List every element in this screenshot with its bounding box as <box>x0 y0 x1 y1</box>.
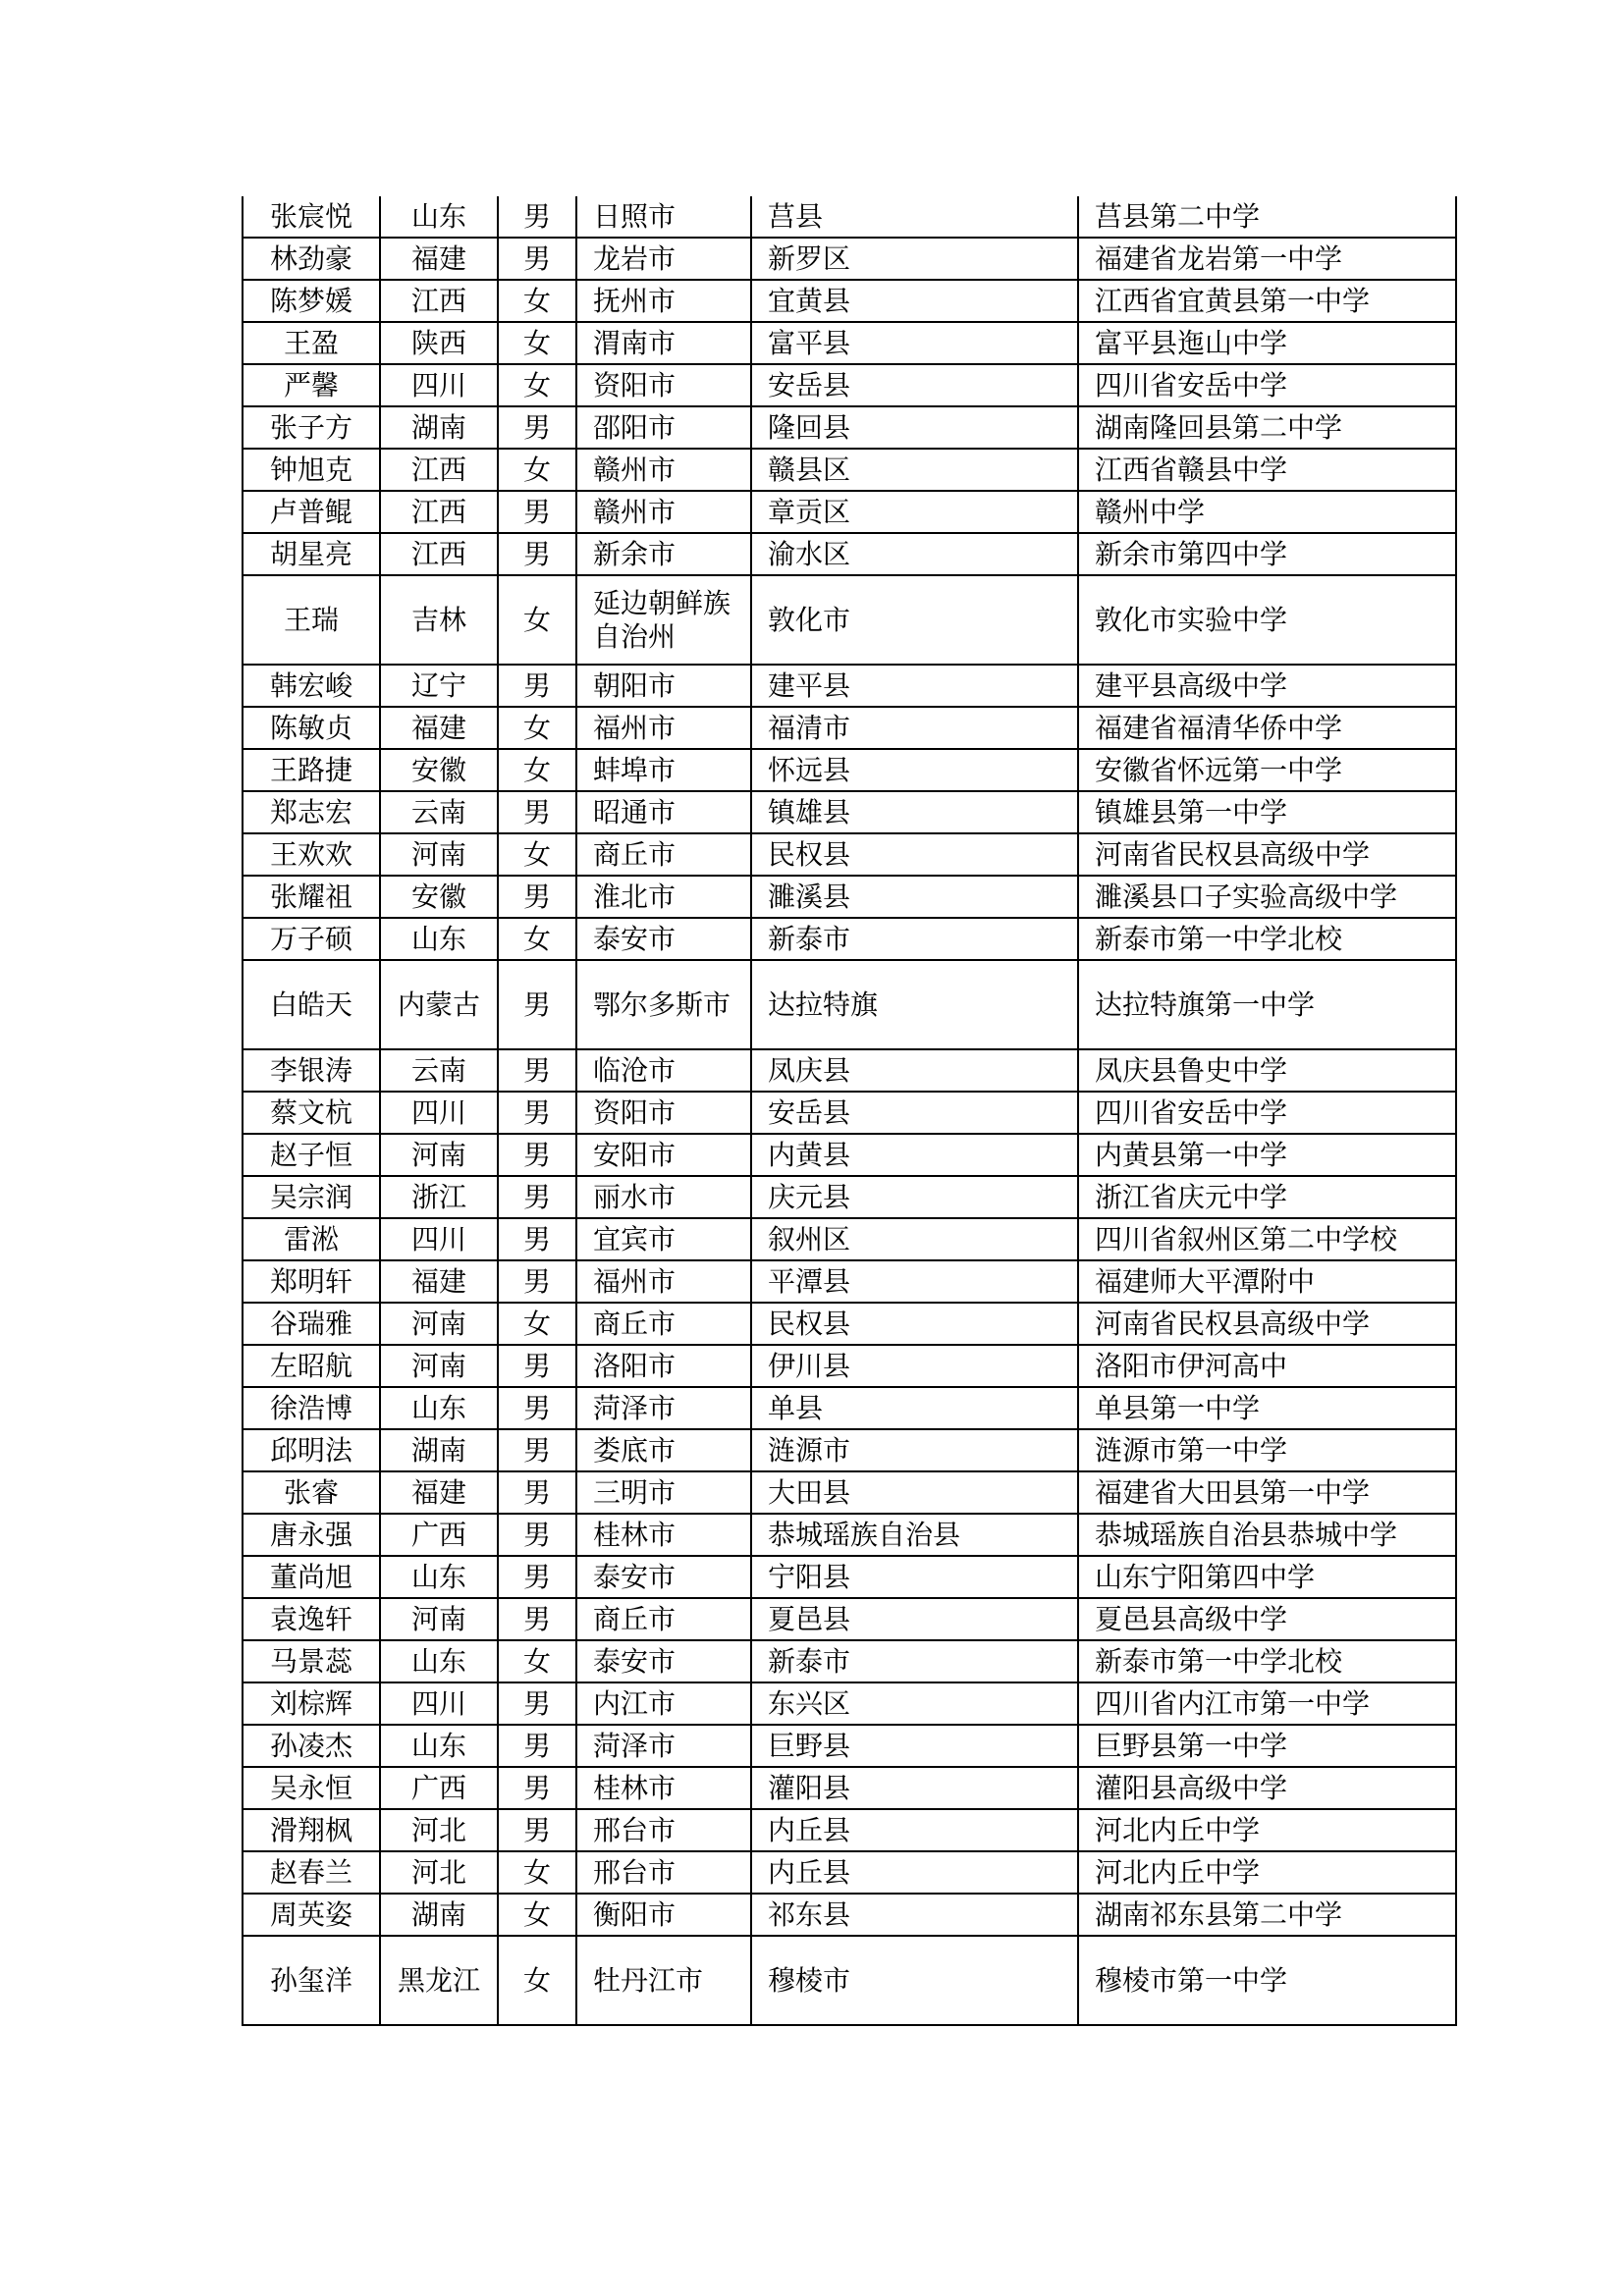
cell-gender: 男 <box>498 1556 576 1598</box>
cell-province: 福建 <box>380 238 498 280</box>
cell-county: 新罗区 <box>751 238 1078 280</box>
cell-gender: 女 <box>498 1640 576 1682</box>
cell-name: 马景蕊 <box>243 1640 380 1682</box>
cell-city: 洛阳市 <box>576 1345 751 1387</box>
cell-gender: 男 <box>498 1176 576 1218</box>
cell-province: 四川 <box>380 1682 498 1725</box>
cell-city: 资阳市 <box>576 364 751 406</box>
cell-name: 徐浩博 <box>243 1387 380 1429</box>
cell-city: 桂林市 <box>576 1514 751 1556</box>
cell-province: 河南 <box>380 1134 498 1176</box>
table-row <box>243 1851 1456 1894</box>
cell-name: 张耀祖 <box>243 876 380 918</box>
cell-gender: 女 <box>498 322 576 364</box>
table-row <box>243 1809 1456 1851</box>
cell-school: 福建省龙岩第一中学 <box>1078 238 1456 280</box>
cell-school: 单县第一中学 <box>1078 1387 1456 1429</box>
cell-province: 辽宁 <box>380 665 498 707</box>
cell-school: 灌阳县高级中学 <box>1078 1767 1456 1809</box>
table-row <box>243 1303 1456 1345</box>
cell-county: 濉溪县 <box>751 876 1078 918</box>
cell-county: 穆棱市 <box>751 1936 1078 2025</box>
cell-gender: 男 <box>498 665 576 707</box>
table-row <box>243 1049 1456 1092</box>
cell-school: 达拉特旗第一中学 <box>1078 960 1456 1049</box>
cell-city: 邵阳市 <box>576 406 751 449</box>
cell-name: 蔡文杭 <box>243 1092 380 1134</box>
cell-name: 赵子恒 <box>243 1134 380 1176</box>
table-row <box>243 876 1456 918</box>
cell-province: 山东 <box>380 1725 498 1767</box>
table-row <box>243 1218 1456 1260</box>
cell-province: 河南 <box>380 1345 498 1387</box>
cell-city: 宜宾市 <box>576 1218 751 1260</box>
cell-city: 邢台市 <box>576 1809 751 1851</box>
cell-name: 郑志宏 <box>243 791 380 833</box>
cell-name: 张睿 <box>243 1471 380 1514</box>
cell-city: 日照市 <box>576 196 751 238</box>
cell-name: 韩宏峻 <box>243 665 380 707</box>
cell-school: 涟源市第一中学 <box>1078 1429 1456 1471</box>
cell-gender: 男 <box>498 406 576 449</box>
cell-gender: 男 <box>498 196 576 238</box>
cell-school: 四川省安岳中学 <box>1078 1092 1456 1134</box>
cell-school: 富平县迤山中学 <box>1078 322 1456 364</box>
cell-gender: 男 <box>498 1809 576 1851</box>
cell-name: 万子硕 <box>243 918 380 960</box>
cell-county: 涟源市 <box>751 1429 1078 1471</box>
cell-city: 邢台市 <box>576 1851 751 1894</box>
cell-city: 娄底市 <box>576 1429 751 1471</box>
table-row <box>243 1936 1456 2025</box>
cell-province: 安徽 <box>380 749 498 791</box>
cell-province: 吉林 <box>380 575 498 665</box>
cell-gender: 女 <box>498 707 576 749</box>
cell-gender: 男 <box>498 1218 576 1260</box>
cell-gender: 男 <box>498 1429 576 1471</box>
cell-gender: 男 <box>498 1260 576 1303</box>
cell-county: 单县 <box>751 1387 1078 1429</box>
cell-school: 江西省赣县中学 <box>1078 449 1456 491</box>
cell-county: 内黄县 <box>751 1134 1078 1176</box>
table-row <box>243 707 1456 749</box>
cell-province: 黑龙江 <box>380 1936 498 2025</box>
cell-county: 宁阳县 <box>751 1556 1078 1598</box>
table-row <box>243 238 1456 280</box>
cell-gender: 女 <box>498 364 576 406</box>
cell-school: 穆棱市第一中学 <box>1078 1936 1456 2025</box>
cell-county: 敦化市 <box>751 575 1078 665</box>
cell-name: 白皓天 <box>243 960 380 1049</box>
cell-name: 邱明法 <box>243 1429 380 1471</box>
cell-school: 新泰市第一中学北校 <box>1078 1640 1456 1682</box>
cell-name: 孙凌杰 <box>243 1725 380 1767</box>
cell-school: 恭城瑶族自治县恭城中学 <box>1078 1514 1456 1556</box>
cell-county: 宜黄县 <box>751 280 1078 322</box>
cell-county: 福清市 <box>751 707 1078 749</box>
cell-school: 湖南隆回县第二中学 <box>1078 406 1456 449</box>
table-row <box>243 1260 1456 1303</box>
cell-school: 山东宁阳第四中学 <box>1078 1556 1456 1598</box>
cell-city: 渭南市 <box>576 322 751 364</box>
cell-city: 福州市 <box>576 1260 751 1303</box>
cell-city: 安阳市 <box>576 1134 751 1176</box>
cell-gender: 女 <box>498 1894 576 1936</box>
cell-name: 王路捷 <box>243 749 380 791</box>
cell-school: 湖南祁东县第二中学 <box>1078 1894 1456 1936</box>
cell-province: 山东 <box>380 1387 498 1429</box>
cell-province: 河北 <box>380 1809 498 1851</box>
cell-county: 东兴区 <box>751 1682 1078 1725</box>
cell-school: 安徽省怀远第一中学 <box>1078 749 1456 791</box>
cell-gender: 女 <box>498 1303 576 1345</box>
cell-name: 卢普鲲 <box>243 491 380 533</box>
cell-province: 福建 <box>380 1471 498 1514</box>
cell-city: 泰安市 <box>576 1640 751 1682</box>
cell-city: 蚌埠市 <box>576 749 751 791</box>
cell-province: 江西 <box>380 449 498 491</box>
cell-city: 昭通市 <box>576 791 751 833</box>
cell-gender: 男 <box>498 1725 576 1767</box>
cell-province: 广西 <box>380 1767 498 1809</box>
cell-province: 河南 <box>380 1598 498 1640</box>
cell-gender: 女 <box>498 1851 576 1894</box>
table-row <box>243 1429 1456 1471</box>
cell-city: 菏泽市 <box>576 1725 751 1767</box>
cell-school: 河南省民权县高级中学 <box>1078 1303 1456 1345</box>
cell-gender: 男 <box>498 1514 576 1556</box>
cell-province: 福建 <box>380 1260 498 1303</box>
cell-name: 林劲豪 <box>243 238 380 280</box>
cell-gender: 女 <box>498 449 576 491</box>
cell-county: 祁东县 <box>751 1894 1078 1936</box>
table-row <box>243 1894 1456 1936</box>
cell-city: 龙岩市 <box>576 238 751 280</box>
table-row <box>243 749 1456 791</box>
cell-school: 镇雄县第一中学 <box>1078 791 1456 833</box>
cell-city: 丽水市 <box>576 1176 751 1218</box>
cell-school: 四川省内江市第一中学 <box>1078 1682 1456 1725</box>
cell-city: 资阳市 <box>576 1092 751 1134</box>
cell-school: 新泰市第一中学北校 <box>1078 918 1456 960</box>
student-roster-table <box>242 196 1457 2026</box>
table-row <box>243 406 1456 449</box>
cell-county: 灌阳县 <box>751 1767 1078 1809</box>
cell-name: 赵春兰 <box>243 1851 380 1894</box>
cell-county: 内丘县 <box>751 1809 1078 1851</box>
cell-city: 商丘市 <box>576 1598 751 1640</box>
table-row <box>243 1767 1456 1809</box>
cell-school: 夏邑县高级中学 <box>1078 1598 1456 1640</box>
cell-name: 胡星亮 <box>243 533 380 575</box>
table-row <box>243 364 1456 406</box>
cell-name: 唐永强 <box>243 1514 380 1556</box>
table-row <box>243 1725 1456 1767</box>
cell-city: 朝阳市 <box>576 665 751 707</box>
cell-school: 福建省福清华侨中学 <box>1078 707 1456 749</box>
cell-gender: 男 <box>498 1092 576 1134</box>
cell-county: 安岳县 <box>751 1092 1078 1134</box>
cell-city: 商丘市 <box>576 833 751 876</box>
cell-province: 浙江 <box>380 1176 498 1218</box>
cell-city: 内江市 <box>576 1682 751 1725</box>
cell-province: 湖南 <box>380 1429 498 1471</box>
cell-city: 抚州市 <box>576 280 751 322</box>
cell-province: 陕西 <box>380 322 498 364</box>
cell-name: 雷淞 <box>243 1218 380 1260</box>
cell-province: 广西 <box>380 1514 498 1556</box>
cell-province: 内蒙古 <box>380 960 498 1049</box>
cell-school: 濉溪县口子实验高级中学 <box>1078 876 1456 918</box>
table-row <box>243 833 1456 876</box>
table-row <box>243 1682 1456 1725</box>
cell-gender: 女 <box>498 575 576 665</box>
cell-county: 庆元县 <box>751 1176 1078 1218</box>
cell-county: 恭城瑶族自治县 <box>751 1514 1078 1556</box>
table-row <box>243 449 1456 491</box>
cell-name: 滑翔枫 <box>243 1809 380 1851</box>
table-row <box>243 1176 1456 1218</box>
table-row <box>243 533 1456 575</box>
table-row <box>243 1598 1456 1640</box>
cell-gender: 男 <box>498 533 576 575</box>
cell-school: 新余市第四中学 <box>1078 533 1456 575</box>
table-row <box>243 665 1456 707</box>
table-row <box>243 491 1456 533</box>
cell-province: 四川 <box>380 364 498 406</box>
table-row <box>243 960 1456 1049</box>
cell-province: 山东 <box>380 196 498 238</box>
cell-gender: 女 <box>498 918 576 960</box>
cell-city: 桂林市 <box>576 1767 751 1809</box>
cell-province: 四川 <box>380 1218 498 1260</box>
cell-county: 安岳县 <box>751 364 1078 406</box>
table-row <box>243 1345 1456 1387</box>
cell-school: 江西省宜黄县第一中学 <box>1078 280 1456 322</box>
cell-gender: 男 <box>498 1471 576 1514</box>
cell-name: 王瑞 <box>243 575 380 665</box>
cell-county: 内丘县 <box>751 1851 1078 1894</box>
cell-gender: 男 <box>498 960 576 1049</box>
cell-name: 王欢欢 <box>243 833 380 876</box>
cell-province: 山东 <box>380 1640 498 1682</box>
cell-county: 达拉特旗 <box>751 960 1078 1049</box>
cell-province: 四川 <box>380 1092 498 1134</box>
cell-name: 刘棕辉 <box>243 1682 380 1725</box>
cell-school: 赣州中学 <box>1078 491 1456 533</box>
cell-city: 菏泽市 <box>576 1387 751 1429</box>
cell-name: 王盈 <box>243 322 380 364</box>
cell-province: 福建 <box>380 707 498 749</box>
cell-province: 河南 <box>380 833 498 876</box>
cell-name: 张子方 <box>243 406 380 449</box>
cell-name: 董尚旭 <box>243 1556 380 1598</box>
table-row <box>243 322 1456 364</box>
cell-city: 泰安市 <box>576 918 751 960</box>
table-row <box>243 1387 1456 1429</box>
cell-city: 三明市 <box>576 1471 751 1514</box>
cell-school: 建平县高级中学 <box>1078 665 1456 707</box>
cell-county: 建平县 <box>751 665 1078 707</box>
table-row <box>243 1134 1456 1176</box>
table-row <box>243 1640 1456 1682</box>
cell-gender: 男 <box>498 1767 576 1809</box>
cell-gender: 男 <box>498 1598 576 1640</box>
cell-gender: 男 <box>498 491 576 533</box>
cell-school: 四川省叙州区第二中学校 <box>1078 1218 1456 1260</box>
cell-name: 吴宗润 <box>243 1176 380 1218</box>
cell-name: 孙玺洋 <box>243 1936 380 2025</box>
cell-province: 河北 <box>380 1851 498 1894</box>
cell-county: 渝水区 <box>751 533 1078 575</box>
cell-school: 浙江省庆元中学 <box>1078 1176 1456 1218</box>
cell-gender: 女 <box>498 280 576 322</box>
cell-name: 左昭航 <box>243 1345 380 1387</box>
table-row <box>243 196 1456 238</box>
cell-city: 赣州市 <box>576 449 751 491</box>
cell-gender: 男 <box>498 1682 576 1725</box>
cell-school: 巨野县第一中学 <box>1078 1725 1456 1767</box>
cell-school: 洛阳市伊河高中 <box>1078 1345 1456 1387</box>
cell-name: 张宸悦 <box>243 196 380 238</box>
cell-name: 陈梦媛 <box>243 280 380 322</box>
cell-province: 江西 <box>380 491 498 533</box>
cell-county: 巨野县 <box>751 1725 1078 1767</box>
cell-county: 章贡区 <box>751 491 1078 533</box>
cell-city: 延边朝鲜族自治州 <box>576 575 751 665</box>
cell-province: 湖南 <box>380 1894 498 1936</box>
cell-city: 新余市 <box>576 533 751 575</box>
cell-school: 莒县第二中学 <box>1078 196 1456 238</box>
cell-name: 吴永恒 <box>243 1767 380 1809</box>
cell-gender: 男 <box>498 876 576 918</box>
cell-gender: 男 <box>498 1134 576 1176</box>
table-row <box>243 1092 1456 1134</box>
cell-county: 夏邑县 <box>751 1598 1078 1640</box>
cell-school: 河北内丘中学 <box>1078 1809 1456 1851</box>
cell-city: 泰安市 <box>576 1556 751 1598</box>
cell-county: 平潭县 <box>751 1260 1078 1303</box>
cell-county: 伊川县 <box>751 1345 1078 1387</box>
table-row <box>243 791 1456 833</box>
cell-city: 福州市 <box>576 707 751 749</box>
cell-gender: 男 <box>498 1387 576 1429</box>
cell-gender: 女 <box>498 833 576 876</box>
cell-city: 临沧市 <box>576 1049 751 1092</box>
cell-county: 民权县 <box>751 1303 1078 1345</box>
cell-name: 谷瑞雅 <box>243 1303 380 1345</box>
cell-province: 河南 <box>380 1303 498 1345</box>
table-row <box>243 918 1456 960</box>
cell-gender: 男 <box>498 1345 576 1387</box>
cell-province: 云南 <box>380 1049 498 1092</box>
cell-city: 赣州市 <box>576 491 751 533</box>
cell-city: 衡阳市 <box>576 1894 751 1936</box>
cell-county: 叙州区 <box>751 1218 1078 1260</box>
cell-county: 赣县区 <box>751 449 1078 491</box>
cell-name: 郑明轩 <box>243 1260 380 1303</box>
cell-school: 福建师大平潭附中 <box>1078 1260 1456 1303</box>
cell-school: 四川省安岳中学 <box>1078 364 1456 406</box>
table-row <box>243 1556 1456 1598</box>
cell-school: 内黄县第一中学 <box>1078 1134 1456 1176</box>
cell-name: 钟旭克 <box>243 449 380 491</box>
table-row <box>243 1471 1456 1514</box>
cell-county: 莒县 <box>751 196 1078 238</box>
cell-school: 河北内丘中学 <box>1078 1851 1456 1894</box>
cell-county: 怀远县 <box>751 749 1078 791</box>
cell-county: 凤庆县 <box>751 1049 1078 1092</box>
cell-city: 淮北市 <box>576 876 751 918</box>
cell-name: 袁逸轩 <box>243 1598 380 1640</box>
cell-province: 江西 <box>380 280 498 322</box>
cell-province: 山东 <box>380 918 498 960</box>
cell-province: 江西 <box>380 533 498 575</box>
cell-gender: 女 <box>498 749 576 791</box>
cell-county: 镇雄县 <box>751 791 1078 833</box>
cell-name: 周英姿 <box>243 1894 380 1936</box>
cell-county: 新泰市 <box>751 1640 1078 1682</box>
cell-gender: 男 <box>498 238 576 280</box>
cell-county: 民权县 <box>751 833 1078 876</box>
table-row <box>243 280 1456 322</box>
cell-city: 鄂尔多斯市 <box>576 960 751 1049</box>
cell-school: 河南省民权县高级中学 <box>1078 833 1456 876</box>
roster-body <box>243 196 1456 2025</box>
cell-gender: 男 <box>498 1049 576 1092</box>
cell-county: 隆回县 <box>751 406 1078 449</box>
cell-province: 湖南 <box>380 406 498 449</box>
cell-name: 严馨 <box>243 364 380 406</box>
cell-province: 云南 <box>380 791 498 833</box>
table-row <box>243 1514 1456 1556</box>
cell-province: 安徽 <box>380 876 498 918</box>
cell-name: 李银涛 <box>243 1049 380 1092</box>
cell-gender: 男 <box>498 791 576 833</box>
cell-name: 陈敏贞 <box>243 707 380 749</box>
cell-city: 商丘市 <box>576 1303 751 1345</box>
cell-school: 福建省大田县第一中学 <box>1078 1471 1456 1514</box>
cell-province: 山东 <box>380 1556 498 1598</box>
cell-city: 牡丹江市 <box>576 1936 751 2025</box>
cell-school: 凤庆县鲁史中学 <box>1078 1049 1456 1092</box>
table-row <box>243 575 1456 665</box>
cell-gender: 女 <box>498 1936 576 2025</box>
cell-school: 敦化市实验中学 <box>1078 575 1456 665</box>
cell-county: 大田县 <box>751 1471 1078 1514</box>
cell-county: 新泰市 <box>751 918 1078 960</box>
cell-county: 富平县 <box>751 322 1078 364</box>
